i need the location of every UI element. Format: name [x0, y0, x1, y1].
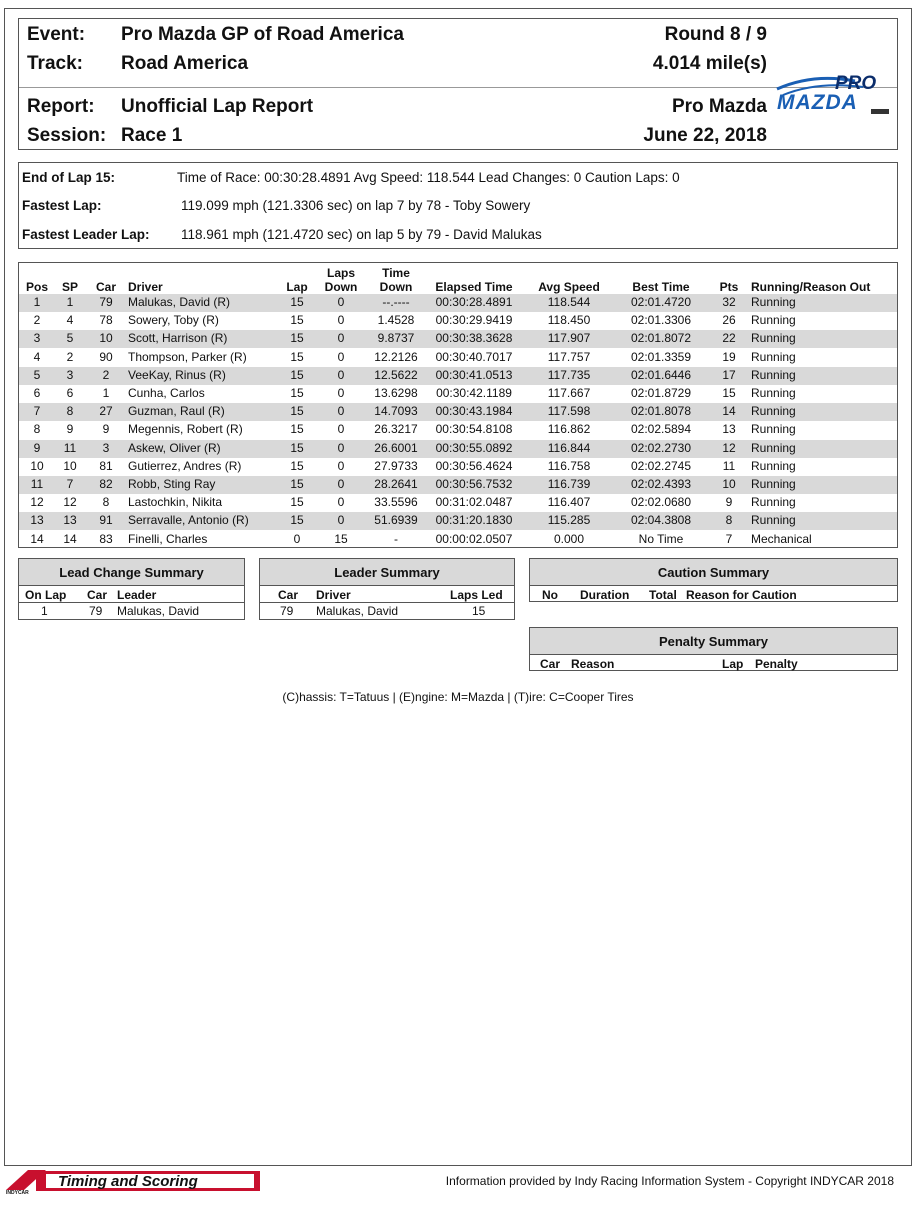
cell-avg-speed: 116.844	[547, 440, 591, 455]
cell-best-time: 02:01.8072	[630, 331, 692, 346]
cell-pos: 13	[30, 513, 44, 528]
cell-car: 83	[99, 531, 113, 546]
end-of-lap-label: End of Lap 15:	[22, 170, 116, 185]
cell-car: 82	[99, 477, 113, 491]
penalty-header-car: Car	[540, 657, 561, 671]
track-name: Road America	[121, 53, 249, 74]
header-lap: Lap	[286, 280, 308, 294]
cell-status: Running	[751, 458, 796, 473]
header-car: Car	[95, 280, 116, 294]
caution-header-no: No	[542, 588, 558, 602]
race-summary	[18, 162, 898, 249]
cell-sp: 3	[66, 367, 74, 382]
table-row	[19, 458, 897, 476]
table-row	[19, 403, 897, 421]
cell-avg-speed: 117.907	[547, 331, 591, 346]
cell-lap: 15	[290, 422, 304, 437]
header-time-down-1: Time	[382, 266, 410, 280]
lead-change-header-on-lap: On Lap	[25, 588, 67, 602]
cell-pos: 5	[33, 367, 41, 382]
cell-status: Running	[751, 386, 796, 400]
cell-elapsed-time: 00:30:56.7532	[435, 477, 513, 491]
header-pos: Pos	[25, 280, 48, 294]
cell-laps-down: 0	[337, 313, 345, 328]
penalty-summary-title: Penalty Summary	[530, 628, 897, 655]
cell-car: 8	[102, 495, 110, 510]
cell-time-down: 13.6298	[374, 386, 418, 400]
timing-and-scoring-logo	[6, 1168, 260, 1194]
cell-lap: 15	[290, 513, 304, 528]
cell-avg-speed: 115.285	[547, 513, 591, 528]
leader-summary-header-car: Car	[278, 588, 299, 602]
cell-best-time: 02:02.4393	[630, 477, 692, 491]
cell-driver: Cunha, Carlos	[128, 386, 205, 400]
cell-car: 90	[99, 349, 113, 364]
header-status: Running/Reason Out	[751, 280, 871, 294]
cell-pos: 8	[33, 422, 41, 437]
cell-laps-down: 0	[337, 295, 345, 309]
cell-time-down: 26.3217	[374, 422, 418, 437]
cell-laps-down: 15	[334, 531, 348, 546]
cell-time-down: 12.2126	[374, 349, 418, 364]
cell-best-time: 02:01.6446	[630, 367, 692, 382]
cell-elapsed-time: 00:30:40.7017	[435, 349, 513, 364]
report-name: Unofficial Lap Report	[121, 96, 314, 117]
cell-lap: 15	[290, 313, 304, 328]
cell-avg-speed: 117.735	[547, 367, 591, 382]
cell-pos: 3	[33, 331, 41, 346]
cell-lap: 15	[290, 386, 304, 400]
cell-lap: 15	[290, 440, 304, 455]
leader-summary-header-laps-led: Laps Led	[450, 588, 503, 602]
cell-lap: 15	[290, 495, 304, 510]
cell-status: Running	[751, 513, 796, 528]
cell-sp: 8	[66, 404, 74, 419]
cell-best-time: 02:01.8078	[630, 404, 692, 419]
cell-avg-speed: 117.757	[547, 349, 591, 364]
cell-time-down: --.----	[382, 295, 410, 309]
cell-lap: 15	[290, 295, 304, 309]
cell-elapsed-time: 00:00:02.0507	[435, 531, 513, 546]
cell-status: Running	[751, 422, 796, 437]
session-label: Session:	[27, 125, 107, 146]
cell-avg-speed: 116.407	[547, 495, 591, 510]
race-date: June 22, 2018	[643, 125, 767, 146]
table-row	[19, 294, 897, 312]
cell-time-down: 14.7093	[374, 404, 418, 419]
track-label: Track:	[27, 53, 83, 74]
cell-time-down: 1.4528	[377, 313, 415, 328]
cell-sp: 7	[66, 477, 74, 491]
cell-car: 79	[99, 295, 113, 309]
report-header	[18, 18, 898, 150]
table-row	[19, 367, 897, 385]
table-row	[19, 531, 897, 549]
cell-status: Running	[751, 349, 796, 364]
table-row	[19, 330, 897, 348]
cell-time-down: -	[394, 531, 398, 546]
cell-driver: Serravalle, Antonio (R)	[128, 513, 249, 528]
leader-summary	[259, 558, 515, 620]
cell-car: 2	[102, 367, 110, 382]
report-label: Report:	[27, 96, 95, 117]
caution-summary	[529, 558, 898, 602]
cell-laps-down: 0	[337, 440, 345, 455]
header-pts: Pts	[719, 280, 739, 294]
cell-pos: 4	[33, 349, 41, 364]
fastest-lap-label: Fastest Lap:	[22, 198, 102, 213]
cell-elapsed-time: 00:30:43.1984	[435, 404, 513, 419]
copyright-text: Information provided by Indy Racing Information System - Copyright INDYCAR 2018	[445, 1174, 894, 1188]
cell-pos: 12	[30, 495, 44, 510]
leader-summary-car: 79	[280, 604, 294, 618]
cell-pts: 14	[722, 404, 736, 419]
cell-status: Running	[751, 495, 796, 510]
cell-time-down: 51.6939	[374, 513, 418, 528]
cell-lap: 15	[290, 458, 304, 473]
cell-avg-speed: 117.667	[547, 386, 591, 400]
cell-lap: 15	[290, 331, 304, 346]
cell-time-down: 27.9733	[374, 458, 418, 473]
penalty-header-lap: Lap	[722, 657, 744, 671]
cell-pts: 10	[722, 477, 736, 491]
cell-best-time: 02:02.5894	[630, 422, 692, 437]
cell-pts: 26	[722, 313, 736, 328]
table-row	[19, 385, 897, 403]
leader-summary-driver: Malukas, David	[316, 604, 399, 618]
time-of-race: Time of Race: 00:30:28.4891 Avg Speed: 118.544 Lead Changes: 0 Caution Laps: 0	[177, 170, 680, 185]
leader-summary-laps-led: 15	[472, 604, 486, 618]
session-name: Race 1	[121, 125, 183, 146]
indycar-text: INDYCAR	[6, 1190, 29, 1194]
cell-sp: 11	[63, 440, 77, 455]
cell-car: 1	[102, 386, 110, 400]
cell-best-time: 02:02.2730	[630, 440, 692, 455]
cell-status: Running	[751, 477, 796, 491]
series-name: Pro Mazda	[671, 96, 767, 117]
cell-car: 91	[99, 513, 113, 528]
cell-driver: Megennis, Robert (R)	[128, 422, 243, 437]
header-sp: SP	[61, 280, 78, 294]
cell-sp: 9	[66, 422, 74, 437]
cell-elapsed-time: 00:30:28.4891	[435, 295, 513, 309]
cell-avg-speed: 116.862	[547, 422, 591, 437]
cell-car: 10	[99, 331, 113, 346]
cell-pos: 10	[30, 458, 44, 473]
cell-status: Running	[751, 367, 796, 382]
cell-pos: 11	[30, 477, 44, 491]
table-row	[19, 494, 897, 512]
equipment-legend: (C)hassis: T=Tatuus | (E)ngine: M=Mazda | (T)ire: C=Cooper Tires	[282, 690, 634, 704]
cell-driver: Askew, Oliver (R)	[128, 440, 221, 455]
cell-status: Running	[751, 313, 796, 328]
caution-header-reason: Reason for Caution	[686, 588, 797, 602]
cell-car: 81	[99, 458, 113, 473]
cell-lap: 15	[290, 349, 304, 364]
cell-best-time: 02:04.3808	[630, 513, 692, 528]
cell-car: 27	[99, 404, 113, 419]
cell-best-time: 02:01.8729	[630, 386, 692, 400]
header-time-down-2: Down	[379, 280, 413, 294]
pro-mazda-logo	[773, 59, 893, 117]
cell-driver: Lastochkin, Nikita	[128, 495, 223, 510]
cell-lap: 15	[290, 404, 304, 419]
cell-elapsed-time: 00:30:29.9419	[435, 313, 513, 328]
cell-driver: Finelli, Charles	[128, 531, 208, 546]
cell-sp: 1	[66, 295, 74, 309]
cell-sp: 4	[66, 313, 74, 328]
penalty-header-reason: Reason	[571, 657, 615, 671]
cell-status: Running	[751, 331, 796, 346]
cell-laps-down: 0	[337, 349, 345, 364]
cell-time-down: 33.5596	[374, 495, 418, 510]
leader-summary-header-driver: Driver	[316, 588, 351, 602]
table-row	[19, 512, 897, 530]
cell-laps-down: 0	[337, 404, 345, 419]
cell-laps-down: 0	[337, 386, 345, 400]
cell-car: 9	[102, 422, 110, 437]
cell-avg-speed: 118.450	[547, 313, 591, 328]
cell-avg-speed: 0.000	[553, 531, 585, 546]
cell-driver: Scott, Harrison (R)	[128, 331, 228, 346]
penalty-header-penalty: Penalty	[755, 657, 798, 671]
cell-sp: 5	[66, 331, 74, 346]
header-elapsed-time: Elapsed Time	[435, 280, 513, 294]
cell-best-time: 02:01.3359	[630, 349, 692, 364]
cell-laps-down: 0	[337, 495, 345, 510]
cell-sp: 13	[63, 513, 77, 528]
cell-time-down: 28.2641	[374, 477, 418, 491]
cell-driver: VeeKay, Rinus (R)	[128, 367, 226, 382]
cell-pos: 1	[33, 295, 41, 309]
lead-change-leader: Malukas, David	[117, 604, 200, 618]
header-driver: Driver	[128, 280, 163, 294]
table-row	[19, 476, 897, 494]
cell-time-down: 12.5622	[374, 367, 418, 382]
cell-pos: 7	[33, 404, 41, 419]
cell-best-time: 02:01.4720	[630, 295, 692, 309]
lead-change-on-lap: 1	[41, 604, 48, 618]
cell-laps-down: 0	[337, 458, 345, 473]
table-row	[19, 440, 897, 458]
cell-car: 78	[99, 313, 113, 328]
results-table	[18, 262, 898, 548]
header-laps-down-2: Down	[324, 280, 358, 294]
cell-driver: Robb, Sting Ray	[128, 477, 216, 491]
cell-elapsed-time: 00:30:55.0892	[435, 440, 513, 455]
cell-sp: 6	[66, 386, 74, 400]
cell-time-down: 9.8737	[377, 331, 415, 346]
cell-laps-down: 0	[337, 331, 345, 346]
cell-driver: Sowery, Toby (R)	[128, 313, 219, 328]
cell-laps-down: 0	[337, 367, 345, 382]
penalty-summary	[529, 627, 898, 671]
cell-pts: 11	[722, 458, 736, 473]
lead-change-header-car: Car	[87, 588, 108, 602]
cell-lap: 15	[290, 477, 304, 491]
cell-avg-speed: 116.758	[547, 458, 591, 473]
cell-pos: 6	[33, 386, 41, 400]
fastest-leader-lap-label: Fastest Leader Lap:	[22, 227, 150, 242]
cell-car: 3	[102, 440, 110, 455]
event-name: Pro Mazda GP of Road America	[121, 24, 404, 45]
cell-driver: Gutierrez, Andres (R)	[128, 458, 242, 473]
cell-pts: 8	[725, 513, 733, 528]
lead-change-title: Lead Change Summary	[19, 559, 244, 586]
cell-time-down: 26.6001	[374, 440, 418, 455]
cell-best-time: No Time	[638, 531, 684, 546]
header-laps-down-1: Laps	[326, 266, 355, 280]
cell-status: Mechanical	[751, 531, 812, 546]
cell-pts: 12	[722, 440, 736, 455]
cell-status: Running	[751, 440, 796, 455]
cell-sp: 2	[66, 349, 74, 364]
cell-best-time: 02:02.2745	[630, 458, 692, 473]
leader-summary-title: Leader Summary	[260, 559, 514, 586]
cell-laps-down: 0	[337, 477, 345, 491]
lead-change-car: 79	[89, 604, 103, 618]
cell-pts: 13	[722, 422, 736, 437]
cell-pos: 2	[33, 313, 41, 328]
cell-status: Running	[751, 404, 796, 419]
cell-best-time: 02:02.0680	[630, 495, 692, 510]
header-divider	[19, 87, 897, 88]
lead-change-header-leader: Leader	[117, 588, 157, 602]
cell-elapsed-time: 00:31:02.0487	[435, 495, 513, 510]
header-avg-speed: Avg Speed	[538, 280, 600, 294]
cell-pts: 17	[722, 367, 736, 382]
cell-pts: 7	[725, 531, 733, 546]
track-length: 4.014 mile(s)	[652, 53, 767, 74]
cell-pts: 9	[725, 495, 733, 510]
caution-header-duration: Duration	[580, 588, 630, 602]
cell-pts: 19	[722, 349, 736, 364]
cell-elapsed-time: 00:30:54.8108	[435, 422, 513, 437]
fastest-leader-lap: 118.961 mph (121.4720 sec) on lap 5 by 79 - David Malukas	[181, 227, 542, 242]
cell-lap: 15	[290, 367, 304, 382]
cell-pos: 9	[33, 440, 41, 455]
cell-elapsed-time: 00:30:38.3628	[435, 331, 513, 346]
cell-sp: 10	[63, 458, 77, 473]
cell-pts: 32	[722, 295, 736, 309]
cell-elapsed-time: 00:30:41.0513	[435, 367, 513, 382]
cell-laps-down: 0	[337, 513, 345, 528]
cell-avg-speed: 117.598	[547, 404, 591, 419]
table-row	[19, 312, 897, 330]
cell-elapsed-time: 00:31:20.1830	[435, 513, 513, 528]
lead-change-summary	[18, 558, 245, 620]
cell-elapsed-time: 00:30:42.1189	[436, 386, 512, 400]
round: Round 8 / 9	[664, 24, 767, 45]
timing-logo-text: Timing and Scoring	[58, 1173, 198, 1190]
cell-avg-speed: 118.544	[547, 295, 591, 309]
cell-best-time: 02:01.3306	[630, 313, 692, 328]
cell-status: Running	[751, 295, 796, 309]
cell-pts: 22	[722, 331, 736, 346]
caution-summary-title: Caution Summary	[530, 559, 897, 586]
cell-driver: Thompson, Parker (R)	[128, 349, 247, 364]
cell-avg-speed: 116.739	[547, 477, 591, 491]
table-row	[19, 349, 897, 367]
cell-driver: Malukas, David (R)	[128, 295, 231, 309]
cell-elapsed-time: 00:30:56.4624	[435, 458, 513, 473]
cell-pts: 15	[722, 386, 736, 400]
cell-sp: 12	[63, 495, 77, 510]
svg-text:PRO: PRO	[835, 73, 877, 94]
svg-text:MAZDA: MAZDA	[777, 91, 858, 114]
cell-sp: 14	[63, 531, 77, 546]
event-label: Event:	[27, 24, 86, 45]
cell-laps-down: 0	[337, 422, 345, 437]
fastest-lap: 119.099 mph (121.3306 sec) on lap 7 by 78 - Toby Sowery	[181, 198, 531, 213]
header-best-time: Best Time	[632, 280, 690, 294]
caution-header-total: Total	[649, 588, 677, 602]
table-row	[19, 421, 897, 439]
cell-driver: Guzman, Raul (R)	[128, 404, 225, 419]
cell-pos: 14	[30, 531, 44, 546]
cell-lap: 0	[293, 531, 301, 546]
